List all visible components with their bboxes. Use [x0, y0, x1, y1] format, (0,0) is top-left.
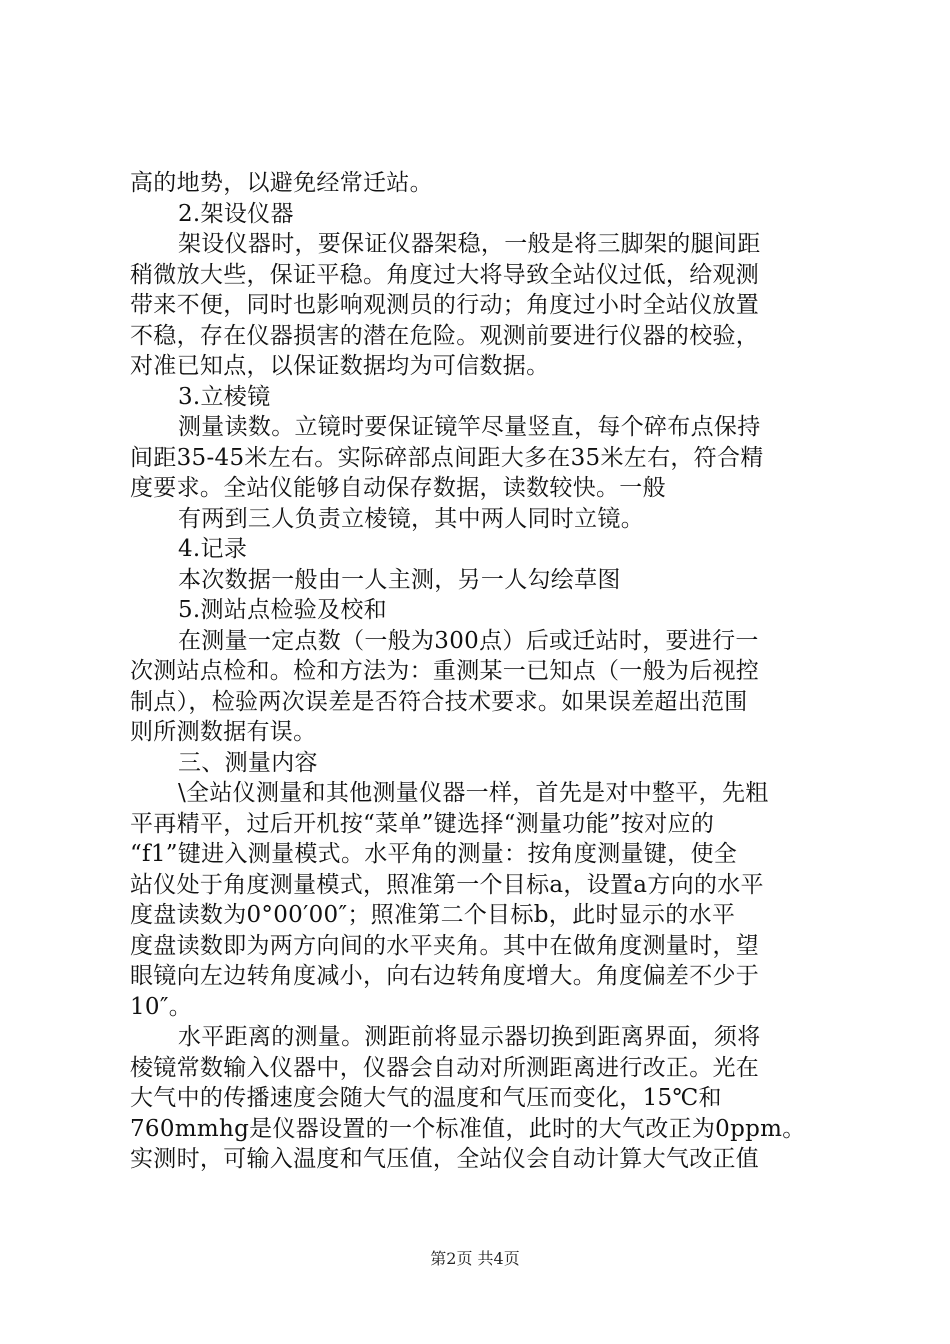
section-heading: 5.测站点检验及校和	[178, 597, 387, 623]
text-line: “f1”键进入测量模式。水平角的测量：按角度测量键，使全	[130, 841, 738, 867]
text-line: 实测时，可输入温度和气压值，全站仪会自动计算大气改正值	[130, 1146, 760, 1172]
text-line: 在测量一定点数（一般为300点）后或迁站时，要进行一	[178, 627, 759, 654]
page-number-footer: 第2页 共4页	[430, 1249, 520, 1268]
text-line: 架设仪器时，要保证仪器架稳，一般是将三脚架的腿间距	[178, 231, 761, 257]
text-line: 间距35-45米左右。实际碎部点间距大多在35米左右，符合精	[130, 444, 764, 471]
text-line: 棱镜常数输入仪器中，仪器会自动对所测距离进行改正。光在	[130, 1054, 760, 1081]
text-line: 眼镜向左边转角度减小，向右边转角度增大。角度偏差不少于	[130, 963, 760, 989]
text-line: 次测站点检和。检和方法为：重测某一已知点（一般为后视控	[130, 658, 760, 684]
text-line: 有两到三人负责立棱镜，其中两人同时立镜。	[178, 505, 644, 532]
section-heading: 三、测量内容	[178, 749, 318, 776]
section-heading: 3.立棱镜	[178, 383, 271, 410]
section-heading: 2.架设仪器	[178, 200, 294, 227]
document-body	[130, 168, 830, 1175]
text-line: 水平距离的测量。测距前将显示器切换到距离界面，须将	[178, 1024, 761, 1050]
text-line: 度要求。全站仪能够自动保存数据，读数较快。一般	[130, 475, 666, 501]
text-line: 10″。	[130, 993, 193, 1020]
text-line: 高的地势，以避免经常迁站。	[130, 170, 433, 196]
text-line: 带来不便，同时也影响观测员的行动；角度过小时全站仪放置	[130, 292, 760, 318]
text-line: 760mmhg是仪器设置的一个标准值，此时的大气改正为0ppm。	[130, 1115, 806, 1142]
section-heading: 4.记录	[178, 536, 248, 562]
text-line: 不稳，存在仪器损害的潜在危险。观测前要进行仪器的校验，	[130, 322, 760, 349]
text-line: 则所测数据有误。	[130, 719, 317, 745]
text-line: 测量读数。立镜时要保证镜竿尽量竖直，每个碎布点保持	[178, 414, 761, 440]
text-line: 度盘读数为0°00′00″；照准第二个目标b，此时显示的水平	[130, 902, 736, 928]
text-line: 制点），检验两次误差是否符合技术要求。如果误差超出范围	[130, 688, 748, 715]
text-line: 站仪处于角度测量模式，照准第一个目标a，设置a方向的水平	[130, 871, 764, 898]
text-line: 平再精平，过后开机按“菜单”键选择“测量功能”按对应的	[130, 810, 715, 837]
text-line: 稍微放大些，保证平稳。角度过大将导致全站仪过低，给观测	[130, 261, 760, 288]
text-line: 对准已知点，以保证数据均为可信数据。	[130, 353, 550, 379]
text-line: \全站仪测量和其他测量仪器一样，首先是对中整平，先粗	[178, 780, 769, 806]
text-line: 本次数据一般由一人主测，另一人勾绘草图	[178, 566, 621, 593]
text-line: 度盘读数即为两方向间的水平夹角。其中在做角度测量时，望	[130, 932, 760, 959]
text-line: 大气中的传播速度会随大气的温度和气压而变化，15℃和	[130, 1085, 722, 1111]
